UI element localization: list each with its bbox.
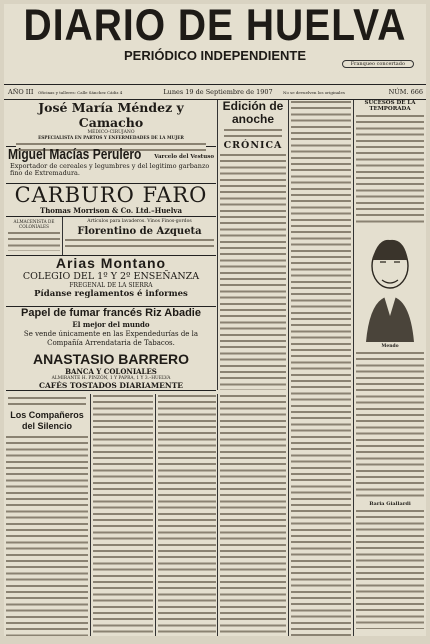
ad-faro (6, 184, 216, 217)
ad-arias-name: Arias Montano (55, 255, 167, 271)
ad-arias-town: FREGENAL DE LA SIERRA (69, 282, 153, 289)
companeros-column (6, 394, 88, 636)
issue-date: Lunes 19 de Septiembre de 1907 (163, 88, 273, 96)
companeros-heading: Los Compañeros del Silencio (10, 410, 84, 431)
ad-riz-tag: El mejor del mundo (72, 320, 150, 329)
signature: Baria Giallardi (369, 501, 411, 507)
ad-arias-note: Pídanse reglamentos é informes (34, 289, 188, 299)
ad-barrero (6, 352, 216, 391)
ad-azqueta (6, 217, 216, 256)
ad-perulero-sub: Varcelo del Vestuso (154, 154, 214, 160)
edition-heading: Edición de anoche (222, 100, 284, 126)
franqueo-box: Franqueo concertado (342, 60, 414, 68)
masthead-subtitle: PERIÓDICO INDEPENDIENTE (123, 48, 307, 63)
ad-faro-name: CARBURO FARO (14, 183, 208, 207)
ad-mendez-name: José María Méndez y Camacho (38, 100, 184, 130)
ad-riz-sale: Se vende únicamente en las Expendedurías de la Compañía Arrendataria de Tabacos. (23, 330, 199, 347)
bottom-column-2 (93, 394, 153, 636)
ad-barrero-line: BANCA Y COLONIALES (65, 367, 157, 376)
ad-azqueta-left: ALMACENISTA DE COLONIALES (13, 219, 55, 229)
ad-perulero-body: Exportador de cereales y legumbres y del legitimo garbanzo fino de Extremadura. (10, 162, 210, 177)
newspaper-page (4, 4, 426, 636)
ad-mendez-spec: ESPECIALISTA EN PARTOS Y ENFERMEDADES DE LA MUJER (38, 135, 184, 140)
info-bar (4, 84, 426, 100)
ad-barrero-address: ALMIRANTE H. PINZÓN, 1 Y PAPRA, 1 Y 3.–HUELVA (51, 376, 171, 381)
office-address: Oficinas y talleres: Calle Sánchez Cádiz 4 (38, 89, 123, 95)
ad-arias (6, 256, 216, 307)
originals-note: No se devuelven los originales (283, 89, 345, 95)
portrait-illustration (356, 224, 424, 344)
ad-barrero-name: ANASTASIO BARRERO (32, 352, 190, 367)
edition-column (220, 100, 286, 390)
masthead-title: DIARIO DE HUELVA (23, 4, 407, 51)
sucesos-heading: SUCESOS DE LA TEMPORADA (364, 100, 416, 112)
ad-barrero-product: CAFÉS TOSTADOS DIARIAMENTE (38, 381, 183, 390)
bottom-column-3 (158, 394, 216, 636)
ad-arias-school: COLEGIO DEL 1º Y 2º ENSEÑANZA (22, 271, 200, 282)
ad-riz (6, 307, 216, 352)
ad-mendez (6, 100, 216, 147)
sucesos-column (356, 100, 424, 636)
issue-number: NÚM. 666 (388, 88, 423, 96)
ad-perulero-name: Miguel Macías Perulero (8, 145, 142, 163)
bottom-column-4 (220, 394, 286, 636)
ads-column (6, 100, 216, 352)
ad-mendez-role: MÉDICO-CIRUJANO (87, 130, 135, 135)
ad-azqueta-name: Florentino de Azqueta (77, 226, 202, 237)
news-column (291, 100, 351, 636)
year-label: AÑO III (8, 88, 34, 96)
ad-riz-name: Papel de fumar francés Riz Abadie (21, 307, 201, 319)
ad-azqueta-right: Artículos para lavaderos. Vinos Finos-gordos (87, 219, 192, 224)
cronica-heading: CRÓNICA (223, 140, 283, 151)
ad-perulero (6, 147, 216, 184)
ad-faro-company: Thomas Morrison & Co. Ltd.–Huelva (39, 206, 183, 215)
portrait-caption: Mendo (381, 344, 399, 349)
